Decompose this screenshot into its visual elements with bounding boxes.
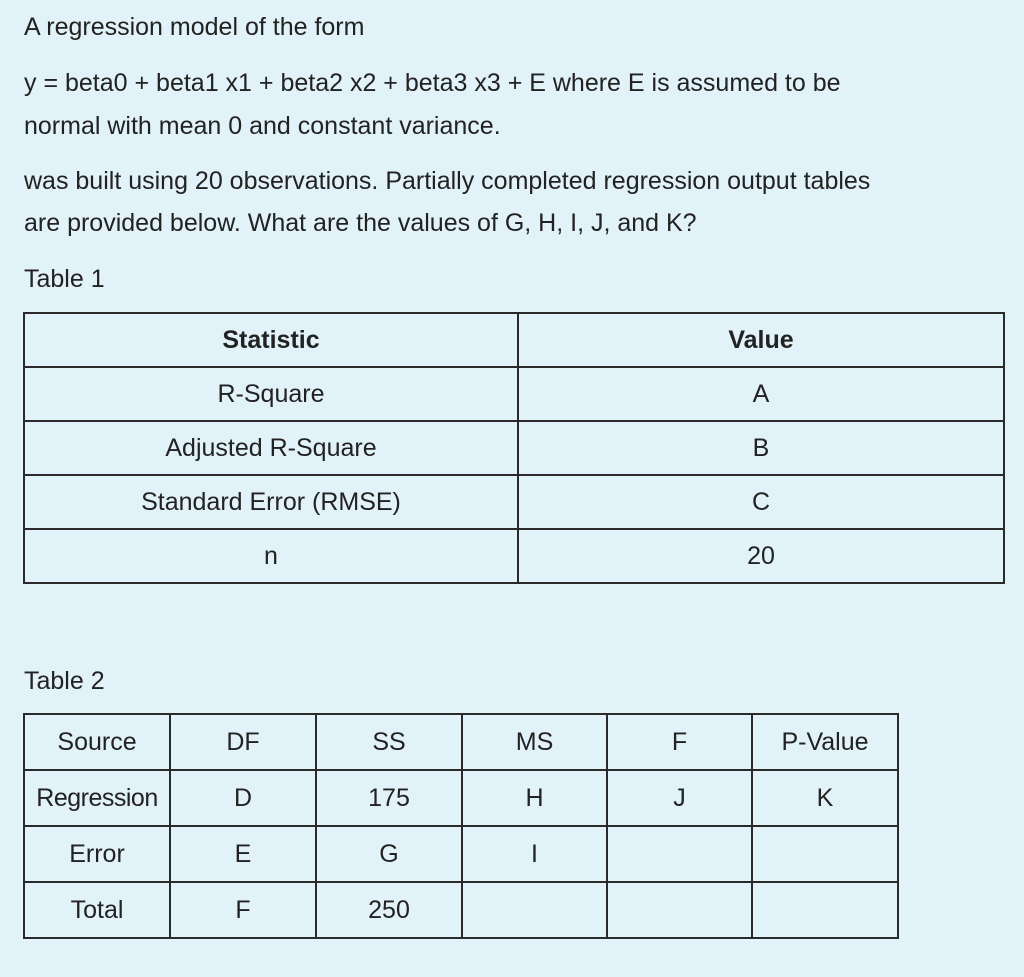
regression-statistics-table [23, 312, 1005, 584]
table1-cell: n [24, 529, 518, 583]
table2-header-p-value: P-Value [752, 714, 898, 770]
table-row [24, 826, 898, 882]
table1-cell: A [518, 367, 1004, 421]
table1-cell: Standard Error (RMSE) [24, 475, 518, 529]
table2-cell: G [316, 826, 462, 882]
question-line-2: are provided below. What are the values of G, H, I, J, and K? [24, 209, 697, 237]
table1-header-value: Value [518, 313, 1004, 367]
table2-header-df: DF [170, 714, 316, 770]
table2-header-ss: SS [316, 714, 462, 770]
table2-cell: I [462, 826, 607, 882]
anova-table [23, 713, 899, 939]
question-line-1: was built using 20 observations. Partially completed regression output tables [24, 167, 871, 195]
table1-header-row [24, 313, 1004, 367]
table1-cell: R-Square [24, 367, 518, 421]
table-row [24, 882, 898, 938]
table2-header-source: Source [24, 714, 170, 770]
table2-cell [607, 882, 752, 938]
table2-cell [752, 882, 898, 938]
table2-label: Table 2 [24, 667, 105, 695]
table2-cell: K [752, 770, 898, 826]
table1-cell: Adjusted R-Square [24, 421, 518, 475]
table2-cell: Regression [24, 770, 170, 826]
table1-header-statistic: Statistic [24, 313, 518, 367]
table-row [24, 421, 1004, 475]
table2-cell: Error [24, 826, 170, 882]
table-row [24, 367, 1004, 421]
table2-cell: Total [24, 882, 170, 938]
table-row [24, 529, 1004, 583]
table2-cell [462, 882, 607, 938]
table2-cell: H [462, 770, 607, 826]
model-equation-line: y = beta0 + beta1 x1 + beta2 x2 + beta3 x3 + E where E is assumed to be [24, 69, 841, 97]
table2-cell: 175 [316, 770, 462, 826]
table2-cell: 250 [316, 882, 462, 938]
table2-cell [752, 826, 898, 882]
table1-cell: 20 [518, 529, 1004, 583]
intro-line-1: A regression model of the form [24, 13, 365, 41]
table2-cell: J [607, 770, 752, 826]
table1-label: Table 1 [24, 265, 105, 293]
table2-cell: D [170, 770, 316, 826]
table2-cell: E [170, 826, 316, 882]
table2-header-f: F [607, 714, 752, 770]
table-row [24, 770, 898, 826]
table2-cell [607, 826, 752, 882]
table1-cell: B [518, 421, 1004, 475]
model-assumption-line: normal with mean 0 and constant variance. [24, 112, 501, 140]
table2-cell: F [170, 882, 316, 938]
table2-header-ms: MS [462, 714, 607, 770]
table1-cell: C [518, 475, 1004, 529]
table2-header-row [24, 714, 898, 770]
table-row [24, 475, 1004, 529]
